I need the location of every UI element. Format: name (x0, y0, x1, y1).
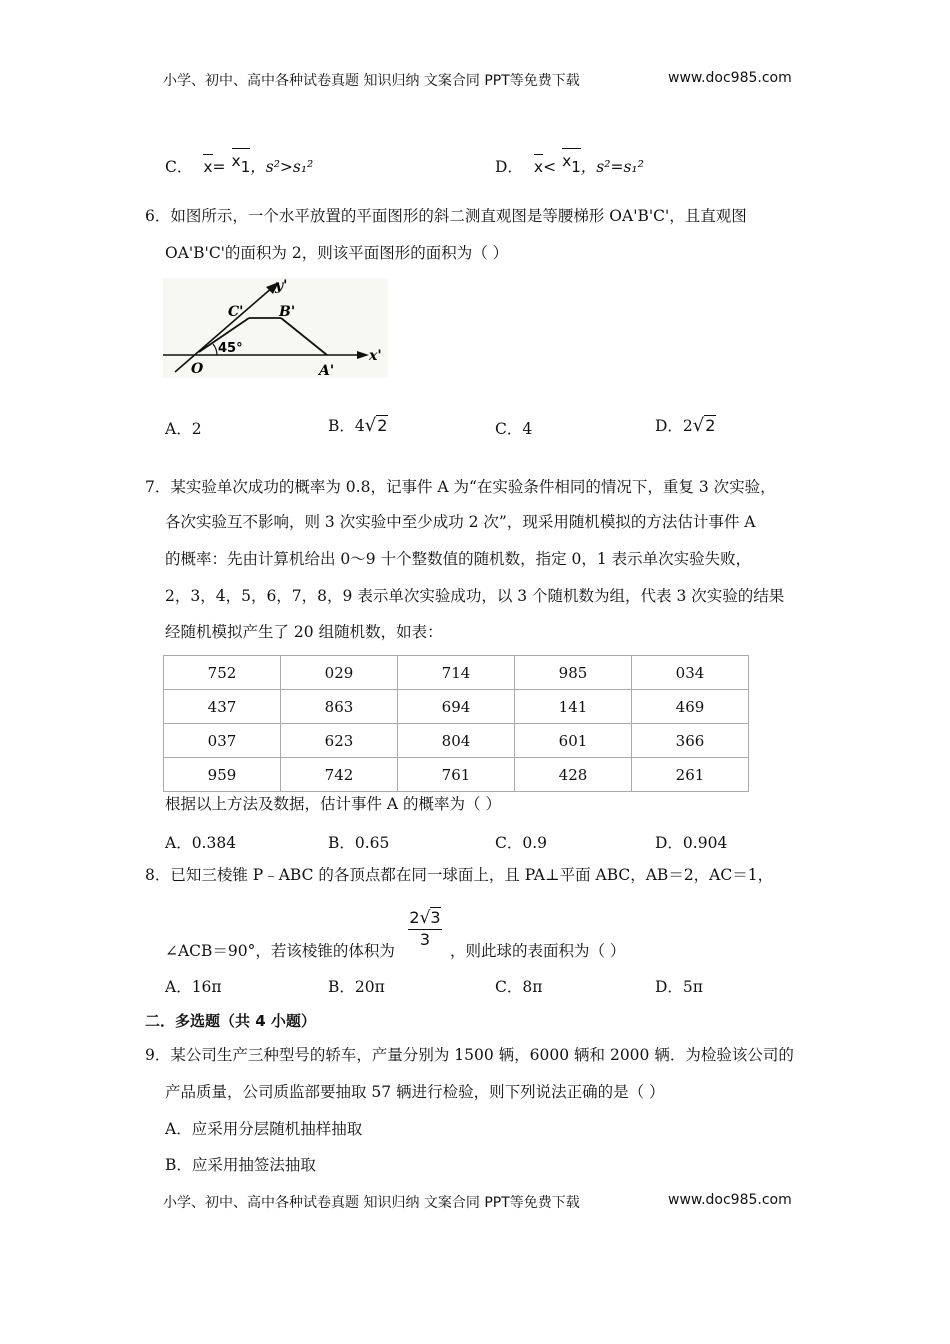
label-c: C' (228, 304, 244, 320)
q7-option-a[interactable]: A．0.384 (165, 834, 237, 852)
section-2-heading: 二．多选题（共 4 小题） (145, 1012, 316, 1030)
q6-option-b-sqrt: √2 (364, 415, 388, 436)
q7-line-5: 经随机模拟产生了 20 组随机数，如表： (165, 623, 443, 641)
table-row (164, 758, 749, 792)
table-cell: 601 (515, 724, 632, 758)
q5-option-c-mean1 (231, 152, 251, 176)
q8-option-d[interactable]: D．5π (655, 978, 703, 996)
q5-option-c-eq: = (212, 158, 226, 176)
q9-line-1: 9．某公司生产三种型号的轿车，产量分别为 1500 辆，6000 辆和 2000 辆．为检验该公司的 (145, 1046, 794, 1064)
q8-option-a[interactable]: A．16π (165, 978, 222, 996)
q5-option-d-lt: < (543, 158, 557, 176)
table-cell: 752 (164, 656, 281, 690)
q9-line-2: 产品质量，公司质监部要抽取 57 辆进行检验，则下列说法正确的是（ ） (165, 1083, 665, 1101)
page-header-site[interactable]: www.doc985.com (668, 70, 792, 86)
q8-option-b[interactable]: B．20π (328, 978, 385, 996)
q6-option-d-label: D．2 (655, 417, 693, 435)
table-cell: 761 (398, 758, 515, 792)
table-cell: 141 (515, 690, 632, 724)
table-cell: 261 (632, 758, 749, 792)
table-cell: 437 (164, 690, 281, 724)
q5-option-d-mean1 (562, 152, 581, 176)
q6-line-2: OA'B'C'的面积为 2，则该平面图形的面积为（ ） (165, 244, 509, 262)
table-row (164, 656, 749, 690)
q6-option-d-radicand: 2 (705, 416, 716, 435)
q5-option-d-mean: x (533, 158, 544, 176)
q5-option-c[interactable] (165, 152, 314, 177)
table-cell: 959 (164, 758, 281, 792)
q7-after-table: 根据以上方法及数据，估计事件 A 的概率为（ ） (165, 795, 501, 813)
q9-option-a[interactable]: A．应采用分层随机抽样抽取 (165, 1120, 363, 1138)
table-cell: 034 (632, 656, 749, 690)
label-y: y' (275, 278, 288, 294)
random-number-table (163, 655, 749, 792)
label-a: A' (319, 363, 335, 378)
table-cell: 029 (281, 656, 398, 690)
label-b: B' (279, 304, 296, 320)
page-footer-text: 小学、初中、高中各种试卷真题 知识归纳 文案合同 PPT等免费下载 (163, 1195, 580, 1211)
q5-option-c-label: C． (165, 158, 193, 176)
q5-option-c-mean: x (203, 158, 213, 176)
q5-option-d-mean1-x: x (562, 152, 572, 170)
q6-line-1: 6．如图所示，一个水平放置的平面图形的斜二测直观图是等腰梯形 OA'B'C'，且直观图 (145, 207, 747, 225)
table-cell: 985 (515, 656, 632, 690)
q7-line-2: 各次实验互不影响，则 3 次实验中至少成功 2 次”，现采用随机模拟的方法估计事件 A (165, 513, 756, 531)
fraction-numerator-radicand: 3 (430, 908, 441, 927)
q8-line-1: 8．已知三棱锥 P﹣ABC 的各顶点都在同一球面上，且 PA⊥平面 ABC，AB＝2，AC＝1， (145, 866, 774, 884)
table-cell: 469 (632, 690, 749, 724)
page-header-text: 小学、初中、高中各种试卷真题 知识归纳 文案合同 PPT等免费下载 (163, 73, 580, 89)
table-cell: 623 (281, 724, 398, 758)
label-x: x' (369, 348, 382, 364)
q8-option-c[interactable]: C．8π (495, 978, 543, 996)
q5-option-d[interactable] (495, 152, 644, 177)
q7-line-4: 2，3，4，5，6，7，8，9 表示单次实验成功，以 3 个随机数为组，代表 3 次实验的结果 (165, 587, 785, 605)
table-cell: 428 (515, 758, 632, 792)
label-o: O (191, 361, 204, 377)
q8-line-2a: ∠ACB＝90°，若该棱锥的体积为 (165, 942, 395, 960)
table-cell: 742 (281, 758, 398, 792)
q7-option-c[interactable]: C．0.9 (495, 834, 548, 852)
table-cell: 714 (398, 656, 515, 690)
table-cell: 863 (281, 690, 398, 724)
table-cell: 037 (164, 724, 281, 758)
table-row (164, 690, 749, 724)
q5-option-c-mean1-x: x (231, 152, 241, 170)
q9-option-b[interactable]: B．应采用抽签法抽取 (165, 1156, 316, 1174)
q8-volume-fraction (404, 908, 446, 950)
table-row (164, 724, 749, 758)
table-cell: 366 (632, 724, 749, 758)
label-angle: 45° (218, 341, 243, 356)
q7-option-b[interactable]: B．0.65 (328, 834, 390, 852)
q7-line-3: 的概率：先由计算机给出 0～9 十个整数值的随机数，指定 0，1 表示单次实验失败， (165, 550, 752, 568)
q6-option-a[interactable]: A．2 (165, 420, 202, 438)
q5-option-c-rest: ，s²>s₁² (250, 158, 314, 176)
q6-option-b[interactable] (328, 414, 388, 436)
q6-trapezoid-figure (163, 278, 388, 378)
table-cell: 804 (398, 724, 515, 758)
fraction-denominator: 3 (419, 930, 431, 949)
fraction-numerator: 2√3 (409, 908, 441, 928)
q5-option-d-mean1-sub: 1 (571, 158, 581, 176)
q6-option-d-sqrt: √2 (692, 415, 716, 436)
q6-option-d[interactable] (655, 414, 716, 436)
fraction-numerator-coef: 2 (409, 908, 420, 927)
q7-option-d[interactable]: D．0.904 (655, 834, 728, 852)
page-footer-site[interactable]: www.doc985.com (668, 1192, 792, 1208)
table-cell: 694 (398, 690, 515, 724)
q5-option-d-label: D． (495, 158, 523, 176)
q6-option-b-label: B．4 (328, 417, 365, 435)
q8-line-2b: ，则此球的表面积为（ ） (450, 942, 626, 960)
q5-option-c-mean1-sub: 1 (240, 158, 251, 176)
q6-option-b-radicand: 2 (377, 416, 388, 435)
q7-line-1: 7．某实验单次成功的概率为 0.8，记事件 A 为“在实验条件相同的情况下，重复 3 次实验， (145, 478, 776, 496)
q5-option-d-rest: ，s²=s₁² (580, 158, 644, 176)
q6-option-c[interactable]: C．4 (495, 420, 533, 438)
